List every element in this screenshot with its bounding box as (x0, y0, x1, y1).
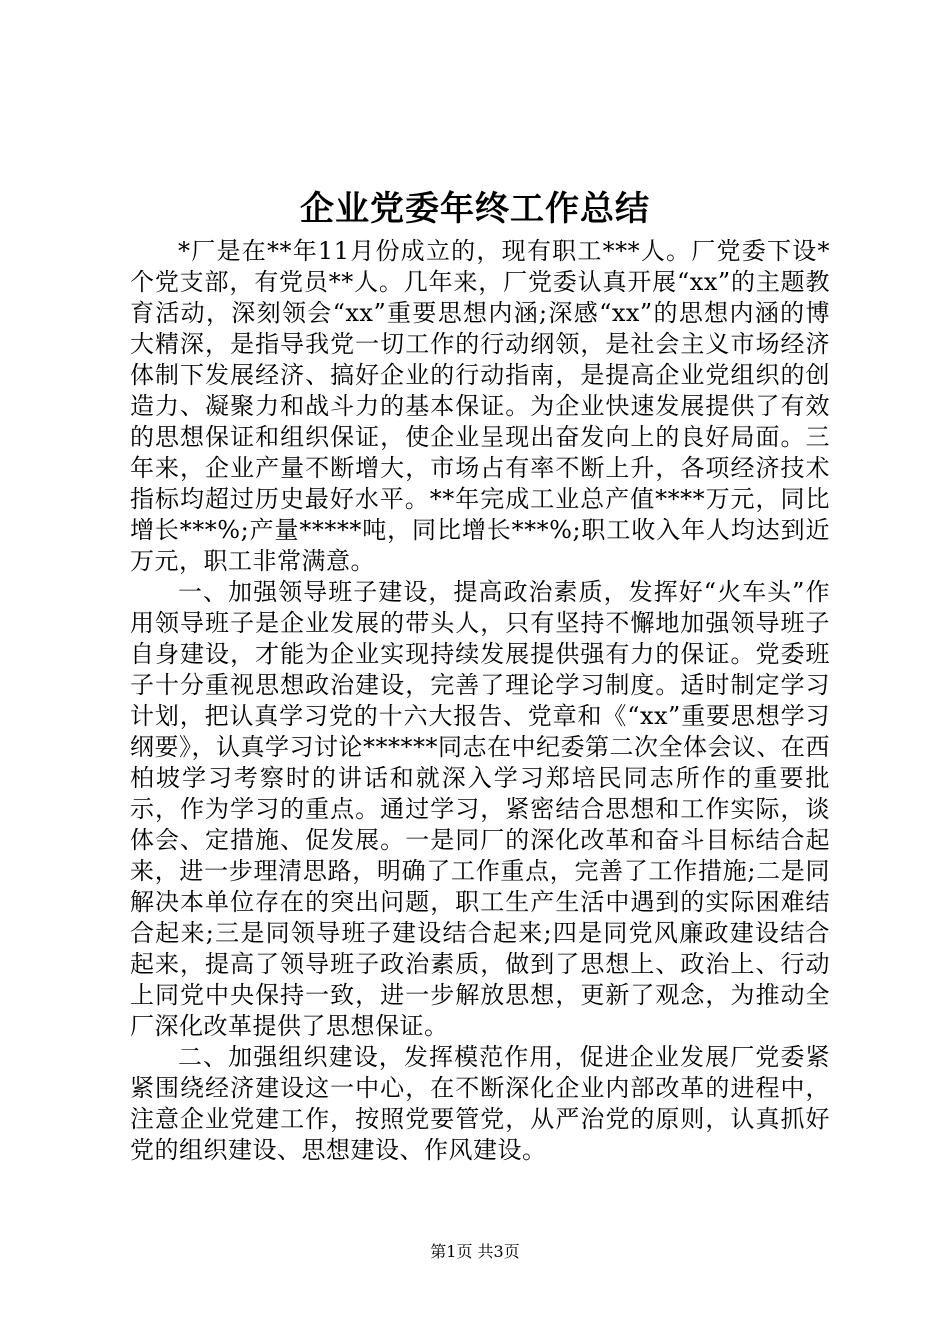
paragraph-section-one: 一、加强领导班子建设，提高政治素质，发挥好“火车头”作用领导班子是企业发展的带头人，只有坚持不懈地加强领导班子自身建设，才能为企业实现持续发展提供强有力的保证。党委班子十分重视思想政治建设，完善了理论学习制度。适时制定学习计划，把认真学习党的十六大报告、党章和《“xx”重要思想学习纲要》，认真学习讨论******同志在中纪委第二次全体会议、在西柏坡学习考察时的讲话和就深入学习郑培民同志所作的重要批示，作为学习的重点。通过学习，紧密结合思想和工作实际，谈体会、定措施、促发展。一是同厂的深化改革和奋斗目标结合起来，进一步理清思路，明确了工作重点，完善了工作措施;二是同解决本单位存在的突出问题，职工生产生活中遇到的实际困难结合起来;三是同领导班子建设结合起来;四是同党风廉政建设结合起来，提高了领导班子政治素质，做到了思想上、政治上、行动上同党中央保持一致，进一步解放思想，更新了观念，为推动全厂深化改革提供了思想保证。 (130, 578, 830, 1040)
paragraph-intro: *厂是在**年11月份成立的，现有职工***人。厂党委下设*个党支部，有党员**人。几年来，厂党委认真开展“xx”的主题教育活动，深刻领会“xx”重要思想内涵;深感“xx”的思想内涵的博大精深，是指导我党一切工作的行动纲领，是社会主义市场经济体制下发展经济、搞好企业的行动指南，是提高企业党组织的创造力、凝聚力和战斗力的基本保证。为企业快速发展提供了有效的思想保证和组织保证，使企业呈现出奋发向上的良好局面。三年来，企业产量不断增大，市场占有率不断上升，各项经济技术指标均超过历史最好水平。**年完成工业总产值****万元，同比增长***%;产量*****吨，同比增长***%;职工收入年人均达到近万元，职工非常满意。 (130, 237, 830, 575)
page-number-footer: 第1页 共3页 (430, 1242, 520, 1261)
document-body (130, 236, 830, 1166)
document-title: 企业党委年终工作总结 (300, 189, 650, 229)
paragraph-section-two: 二、加强组织建设，发挥模范作用，促进企业发展厂党委紧紧围绕经济建设这一中心，在不断深化企业内部改革的进程中，注意企业党建工作，按照党要管党，从严治党的原则，认真抓好党的组织建设、思想建设、作风建设。 (130, 1043, 830, 1164)
